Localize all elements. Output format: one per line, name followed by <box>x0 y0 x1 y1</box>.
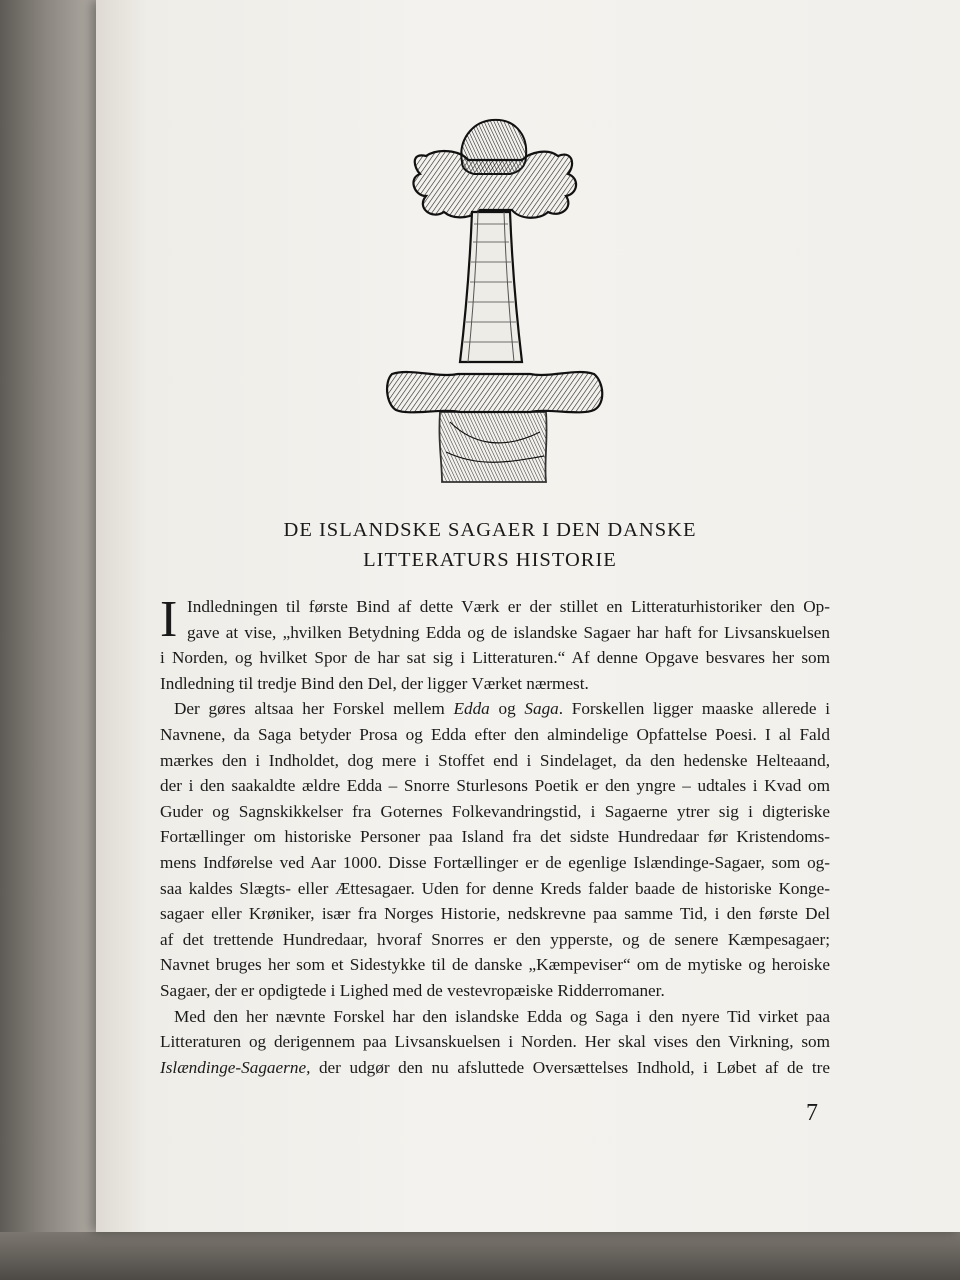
text-run: og <box>489 699 525 719</box>
text-line: Navnet bruges her som et Sidestykke til de danske „Kæmpeviser“ om de mytiske og heroiske <box>160 955 830 975</box>
paragraph-1 <box>160 591 830 696</box>
drop-cap: I <box>160 591 178 648</box>
text-line <box>160 1055 830 1081</box>
text-line: mærkes den i Indholdet, dog mere i Stoffet end i Sindelaget, da den hedenske Helteaand, <box>160 750 830 770</box>
text-line: Fortællinger om historiske Personer paa Island fra det sidste Hundredaar før Kristendoms- <box>160 827 830 847</box>
text-line: Indledning til tredje Bind den Del, der ligger Værket nærmest. <box>160 673 589 693</box>
paragraph-3 <box>160 1004 830 1081</box>
text-line: Med den her nævnte Forskel har den islandske Edda og Saga i den nyere Tid virket paa <box>174 1006 830 1026</box>
italic-term: Saga <box>524 699 559 719</box>
text-line <box>160 696 830 722</box>
chapter-title-line-1: DE ISLANDSKE SAGAER I DEN DANSKE <box>283 519 697 541</box>
chapter-title-line-2: LITTERATURS HISTORIE <box>363 549 617 571</box>
text-line: Guder og Sagnskikkelser fra Goternes Folkevandringstid, i Sagaerne ytrer sig i digteriske <box>160 801 830 821</box>
text-line: saa kaldes Slægts- eller Ættesagaer. Uden for denne Kreds falder baade de historiske Konge- <box>160 878 830 898</box>
sword-hilt-icon <box>380 112 610 484</box>
text-line: i Norden, og hvilket Spor de har sat sig i Litteraturen.“ Af denne Opgave besvares her som <box>160 648 830 668</box>
text-line: sagaer eller Krøniker, især fra Norges Historie, nedskrevne paa samme Tid, i den første Del <box>160 904 830 924</box>
text-line: Navnene, da Saga betyder Prosa og Edda efter den almindelige Opfattelse Poesi. I al Fald <box>160 724 830 744</box>
left-page-edge <box>0 0 110 1280</box>
text-run: . Forskellen ligger maaske allerede i <box>558 699 830 719</box>
text-line: Indledningen til første Bind af dette Værk er der stillet en Litteraturhistoriker den Op- <box>187 597 830 616</box>
text-run: Der gøres altsaa her Forskel mellem <box>174 699 454 719</box>
italic-term: Edda <box>453 699 490 719</box>
text-line: Sagaer, der er opdigtede i Lighed med de vestevropæiske Ridderromaner. <box>160 980 665 1000</box>
text-line: der i den saakaldte ældre Edda – Snorre Sturlesons Poetik er den yngre – udtales i Kvad om <box>160 776 830 796</box>
page-number: 7 <box>806 1100 818 1126</box>
text-line: Litteraturen og derigennem paa Livsanskuelsen i Norden. Her skal vises den Virkning, som <box>160 1032 830 1052</box>
text-line: af det trettende Hundredaar, hvoraf Snorres er den ypperste, og de senere Kæmpesagaer; <box>160 929 830 949</box>
body-text <box>160 591 830 1080</box>
table-surface <box>0 1232 960 1280</box>
text-line: gave at vise, „hvilken Betydning Edda og de islandske Sagaer har haft for Livsanskuelsen <box>187 622 830 642</box>
italic-term: Islændinge-Sagaerne, <box>160 1057 311 1077</box>
paragraph-2 <box>160 696 830 1003</box>
sword-hilt-illustration <box>380 112 610 484</box>
text-run: der udgør den nu afsluttede Oversættelses Indhold, i Løbet af de tre <box>310 1057 830 1077</box>
text-line: mens Indførelse ved Aar 1000. Disse Fortællinger er de egenlige Islændinge-Sagaer, som og- <box>160 852 830 872</box>
